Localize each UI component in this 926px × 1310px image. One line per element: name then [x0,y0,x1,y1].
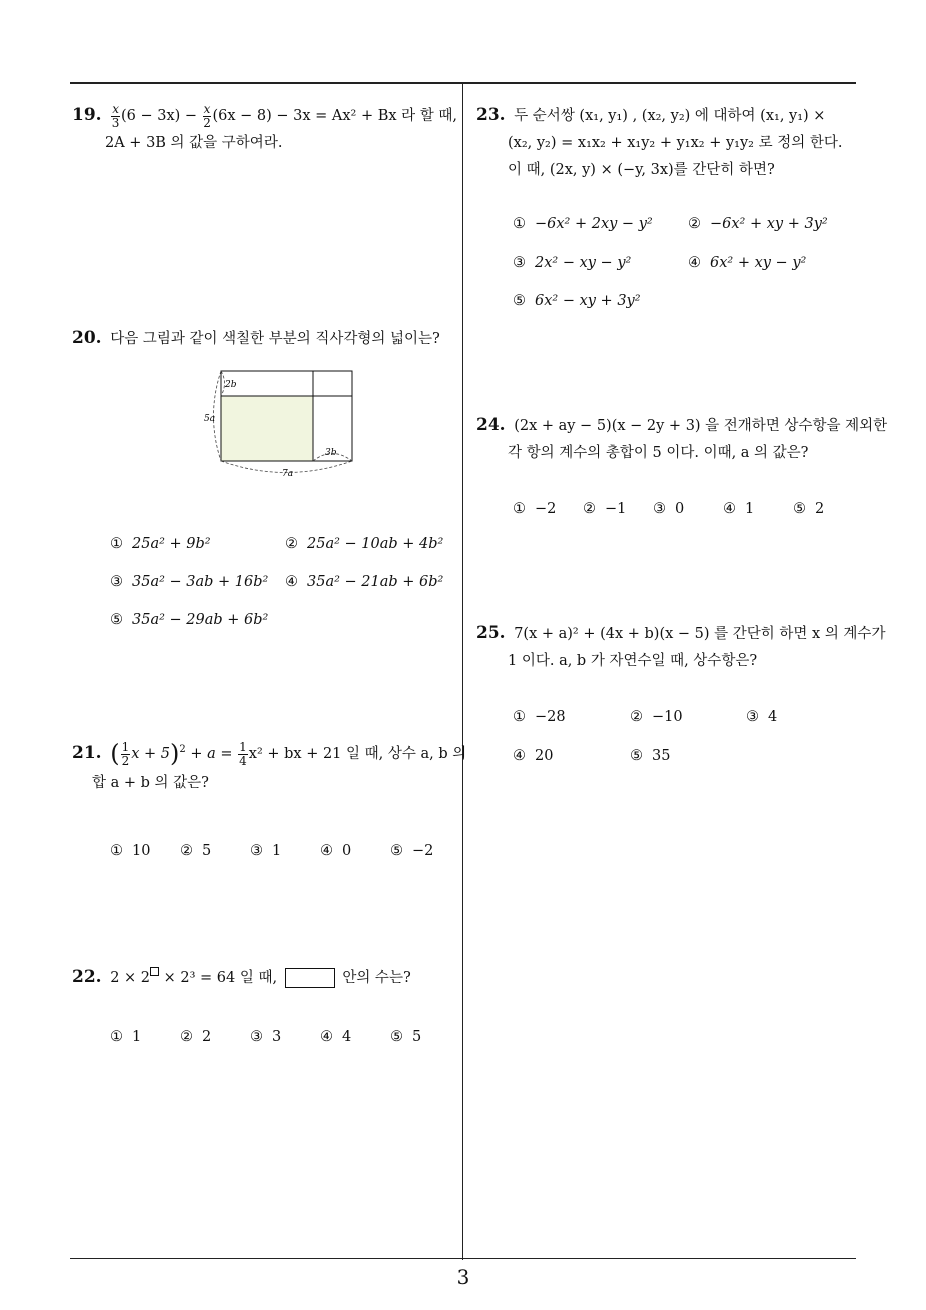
question-text: 라 할 때, [401,108,458,124]
brace-2b [221,371,225,396]
choice[interactable]: ① 10 [110,843,151,859]
bottom-rule [70,1258,856,1259]
choice[interactable]: ⑤ −2 [390,843,434,859]
question-22 [72,964,457,992]
question-text: (2x + ay − 5)(x − 2y + 3) 을 전개하면 상수항을 제외한 [514,418,888,434]
choice[interactable]: ④ 1 [723,501,755,517]
question-text: 2A + 3B 의 값을 구하여라. [105,135,283,151]
choice[interactable]: ③ 3 [250,1029,282,1045]
choice[interactable]: ⑤ 35a² − 29ab + 6b² [110,612,269,628]
equation-part: 2 × 2 [110,970,151,986]
question-number: 25. [476,623,506,643]
question-19 [72,102,457,157]
choice[interactable]: ① −6x² + 2xy − y² [513,216,653,232]
question-text: 다음 그림과 같이 색칠한 부분의 직사각형의 넓이는? [110,331,440,347]
choice[interactable]: ② 25a² − 10ab + 4b² [285,536,444,552]
question-number: 24. [476,415,506,435]
choice[interactable]: ④ 20 [513,748,554,764]
choice[interactable]: ① 25a² + 9b² [110,536,211,552]
question-text: 안의 수는? [342,970,411,986]
answer-box [285,968,335,988]
question-text: 1 이다. a, b 가 자연수일 때, 상수항은? [508,653,758,669]
question-number: 20. [72,328,102,348]
fraction: $\frac{x}{2}$ [203,101,211,130]
page-number: 3 [456,1265,470,1289]
question-23 [476,102,861,184]
blank-square-icon [150,967,159,976]
choice[interactable]: ② −6x² + xy + 3y² [688,216,828,232]
equation-part: x² + bx + 21 일 때, 상수 a, b 의 [248,746,467,762]
choice[interactable]: ② −1 [583,501,627,517]
top-rule [70,82,856,84]
choice[interactable]: ④ 4 [320,1029,352,1045]
question-number: 19. [72,105,102,125]
equation-part: (6x − 8) − 3x = Ax² + Bx [212,108,397,124]
fraction: $\frac{1}{2}$ [121,739,130,768]
question-25 [476,620,886,675]
choice[interactable]: ② 2 [180,1029,212,1045]
question-number: 23. [476,105,506,125]
column-divider [462,84,463,1260]
equation-part: (6 − 3x) − [120,108,198,124]
choice[interactable]: ⑤ 5 [390,1029,422,1045]
choice[interactable]: ③ 4 [746,709,778,725]
choice[interactable]: ③ 35a² − 3ab + 16b² [110,574,269,590]
equation-part: × 2³ = 64 일 때, [163,970,278,986]
question-text: 7(x + a)² + (4x + b)(x − 5) 를 간단히 하면 x 의 계수가 [514,626,886,642]
question-21: 21. ( $\frac{1}{2}$ x + 5)$^2$ + a = $\frac{1}{4}$ x² + bx + 21 일 때, 상수 a, b 의 합 a + b 의 값은? [72,740,462,797]
label-3b: 3b [325,448,337,458]
question-text: 두 순서쌍 (x₁, y₁) , (x₂, y₂) 에 대하여 (x₁, y₁) × [514,108,826,124]
shaded-rectangle [221,396,313,461]
choice[interactable]: ② −10 [630,709,683,725]
choice[interactable]: ⑤ 6x² − xy + 3y² [513,293,641,309]
equation-part: x + 5 [131,746,170,762]
question-text: 합 a + b 의 값은? [92,775,209,791]
fraction: $\frac{x}{3}$ [111,101,120,130]
question-20 [72,325,457,353]
choice[interactable]: ① −28 [513,709,566,725]
choice[interactable]: ③ 1 [250,843,282,859]
label-5a: 5a [204,414,216,424]
rectangle-figure [200,362,360,480]
question-number: 21. [72,743,102,763]
question-number: 22. [72,967,102,987]
fraction: $\frac{1}{4}$ [239,739,247,768]
choice[interactable]: ③ 0 [653,501,685,517]
question-text: 각 항의 계수의 총합이 5 이다. 이때, a 의 값은? [508,445,809,461]
label-2b: 2b [225,380,237,390]
choice[interactable]: ④ 0 [320,843,352,859]
choice[interactable]: ④ 35a² − 21ab + 6b² [285,574,444,590]
choice[interactable]: ④ 6x² + xy − y² [688,255,807,271]
label-7a: 7a [282,469,294,479]
choice[interactable]: ⑤ 2 [793,501,825,517]
choice[interactable]: ③ 2x² − xy − y² [513,255,632,271]
equation-part: + a = [190,746,233,762]
choice[interactable]: ① 1 [110,1029,142,1045]
choice[interactable]: ① −2 [513,501,557,517]
question-text: 이 때, (2x, y) × (−y, 3x)를 간단히 하면? [508,162,775,178]
choice[interactable]: ⑤ 35 [630,748,671,764]
choice[interactable]: ② 5 [180,843,212,859]
question-text: (x₂, y₂) = x₁x₂ + x₁y₂ + y₁x₂ + y₁y₂ 로 정의 한다. [508,135,843,151]
question-24 [476,412,888,467]
